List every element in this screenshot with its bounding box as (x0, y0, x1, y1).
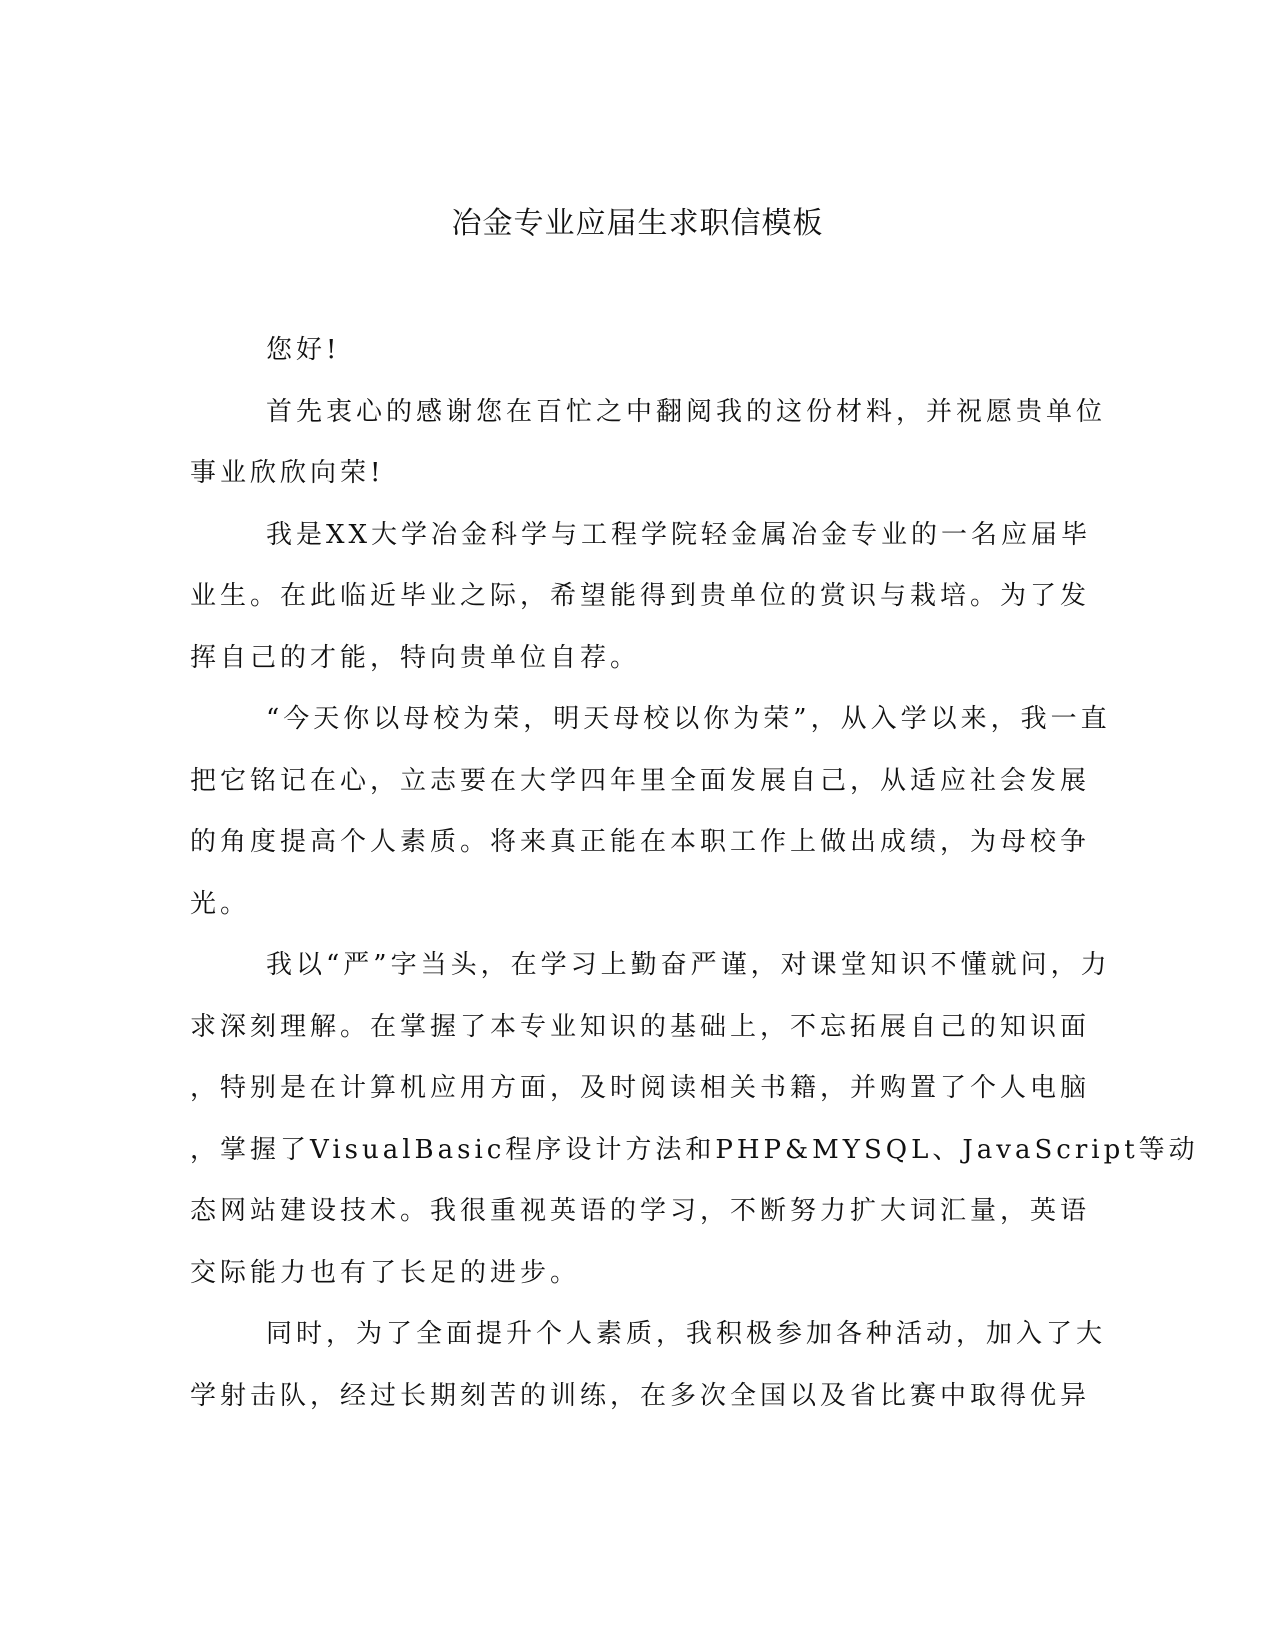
paragraph-greeting (190, 320, 1077, 382)
paragraph-line: 我以“严”字当头，在学习上勤奋严谨，对课堂知识不懂就问，力 (266, 950, 1111, 980)
paragraph-line: 我是XX大学冶金科学与工程学院轻金属冶金专业的一名应届毕 (266, 519, 1092, 550)
paragraph-line: 求深刻理解。在掌握了本专业知识的基础上，不忘拓展自己的知识面 (190, 1011, 1091, 1042)
paragraph-thanks (190, 382, 1107, 505)
paragraph-line: “今天你以母校为荣，明天母校以你为荣”，从入学以来，我一直 (266, 704, 1111, 734)
letter-body (190, 320, 1199, 1427)
paragraph-introduction (190, 505, 1092, 690)
paragraph-line: 挥自己的才能，特向贵单位自荐。 (190, 642, 641, 673)
paragraph-line: 的角度提高个人素质。将来真正能在本职工作上做出成绩，为母校争 (190, 827, 1091, 857)
paragraph-line: 把它铭记在心，立志要在大学四年里全面发展自己，从适应社会发展 (190, 765, 1091, 796)
paragraph-line: 首先衷心的感谢您在百忙之中翻阅我的这份材料，并祝愿贵单位 (266, 396, 1107, 427)
paragraph-motto (190, 689, 1111, 935)
paragraph-line: 态网站建设技术。我很重视英语的学习，不断努力扩大词汇量，英语 (190, 1196, 1091, 1226)
paragraph-line: 业生。在此临近毕业之际，希望能得到贵单位的赏识与栽培。为了发 (190, 581, 1091, 611)
paragraph-activities (190, 1304, 1107, 1427)
paragraph-line: ，特别是在计算机应用方面，及时阅读相关书籍，并购置了个人电脑 (190, 1073, 1091, 1103)
paragraph-line: 光。 (190, 888, 251, 919)
paragraph-line: 学射击队，经过长期刻苦的训练，在多次全国以及省比赛中取得优异 (190, 1380, 1091, 1411)
paragraph-study (190, 935, 1199, 1304)
paragraph-line: 事业欣欣向荣! (190, 458, 385, 488)
paragraph-line: 您好! (266, 335, 341, 365)
paragraph-line: 同时，为了全面提升个人素质，我积极参加各种活动，加入了大 (266, 1319, 1107, 1349)
paragraph-line: ，掌握了VisualBasic程序设计方法和PHP&MYSQL、JavaScript等动 (190, 1134, 1199, 1165)
paragraph-line: 交际能力也有了长足的进步。 (190, 1257, 581, 1288)
document-title: 冶金专业应届生求职信模板 (451, 206, 824, 241)
